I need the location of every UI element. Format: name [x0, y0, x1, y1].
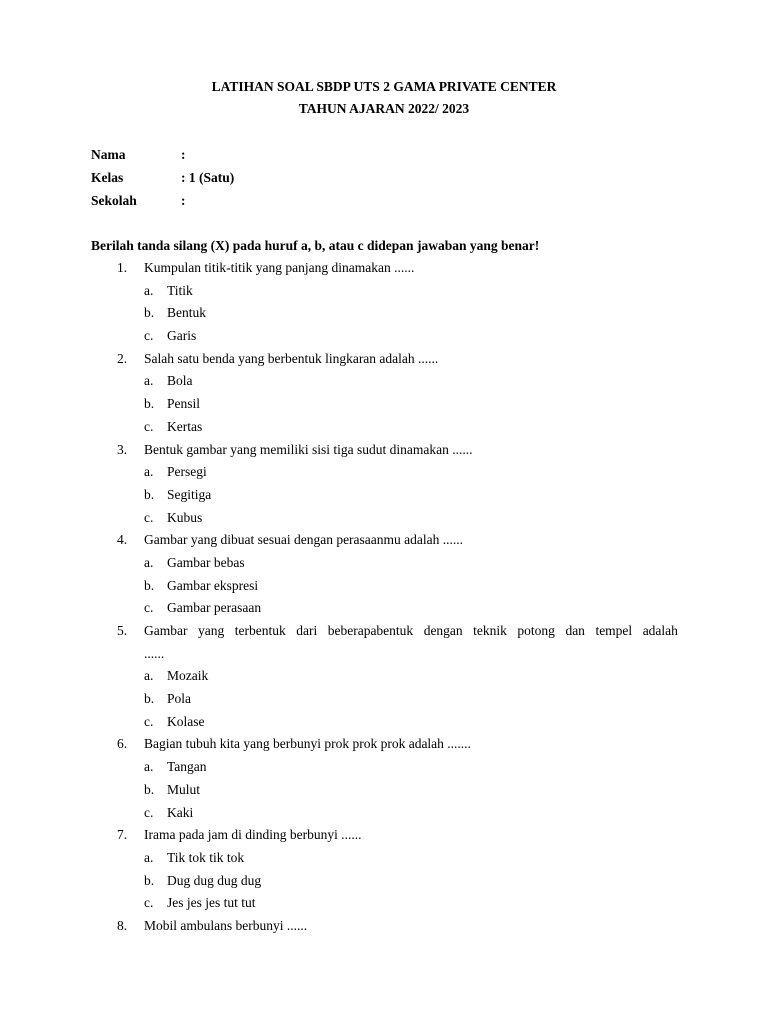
question-item — [0, 620, 768, 643]
answer-option — [0, 802, 768, 825]
answer-option — [0, 892, 768, 915]
option-text: Gambar bebas — [167, 554, 245, 570]
question-text: Bagian tubuh kita yang berbunyi prok prok prok adalah ....... — [144, 736, 471, 752]
option-text: Jes jes jes tut tut — [167, 895, 256, 911]
identity-value: : — [181, 147, 186, 162]
option-letter: a. — [144, 759, 154, 775]
question-text: Gambar yang terbentuk dari beberapabentuk dengan teknik potong dan tempel adalah — [144, 623, 678, 638]
option-text: Garis — [167, 328, 197, 344]
answer-option — [0, 847, 768, 870]
identity-label: Kelas — [91, 170, 124, 185]
question-text: Bentuk gambar yang memiliki sisi tiga sudut dinamakan ...... — [144, 441, 473, 457]
question-item — [0, 824, 768, 847]
option-letter: b. — [144, 305, 155, 321]
question-number: 8. — [117, 917, 128, 933]
answer-option — [0, 393, 768, 416]
option-letter: c. — [144, 600, 154, 616]
question-number: 2. — [117, 350, 128, 366]
question-text: Mobil ambulans berbunyi ...... — [144, 917, 308, 933]
option-text: Dug dug dug dug — [167, 872, 262, 888]
answer-option — [0, 597, 768, 620]
question-item — [0, 439, 768, 462]
question-item — [0, 915, 768, 938]
answer-option — [0, 756, 768, 779]
answer-option — [0, 779, 768, 802]
question-item — [0, 348, 768, 371]
question-number: 6. — [117, 736, 128, 752]
question-number: 4. — [117, 532, 128, 548]
answer-option — [0, 484, 768, 507]
option-letter: a. — [144, 464, 154, 480]
question-number: 7. — [117, 827, 128, 843]
option-letter: a. — [144, 668, 154, 684]
option-letter: b. — [144, 486, 155, 502]
option-letter: b. — [144, 577, 155, 593]
option-text: Kolase — [167, 713, 205, 729]
identity-fields — [91, 143, 234, 212]
option-text: Kertas — [167, 418, 203, 434]
answer-option — [0, 416, 768, 439]
option-letter: a. — [144, 282, 154, 298]
question-item — [0, 733, 768, 756]
identity-row-kelas — [91, 166, 234, 189]
identity-value: : 1 (Satu) — [181, 170, 235, 185]
option-text: Mozaik — [167, 668, 209, 684]
option-letter: a. — [144, 849, 154, 865]
answer-option — [0, 665, 768, 688]
question-text-continuation: ...... — [144, 645, 165, 661]
identity-row-nama — [91, 143, 234, 166]
title-line-2: TAHUN AJARAN 2022/ 2023 — [298, 101, 470, 116]
answer-option — [0, 688, 768, 711]
option-text: Gambar ekspresi — [167, 577, 259, 593]
answer-option — [0, 552, 768, 575]
option-letter: c. — [144, 328, 154, 344]
title-line-1: LATIHAN SOAL SBDP UTS 2 GAMA PRIVATE CENTER — [211, 79, 557, 94]
question-item — [0, 257, 768, 280]
option-letter: c. — [144, 418, 154, 434]
answer-option — [0, 302, 768, 325]
answer-option — [0, 325, 768, 348]
option-text: Kaki — [167, 804, 194, 820]
identity-label: Sekolah — [91, 193, 137, 208]
option-letter: b. — [144, 872, 155, 888]
option-text: Titik — [167, 282, 193, 298]
question-text: Salah satu benda yang berbentuk lingkaran adalah ...... — [144, 350, 439, 366]
option-text: Kubus — [167, 509, 203, 525]
option-text: Mulut — [167, 781, 201, 797]
answer-option — [0, 870, 768, 893]
question-text: Gambar yang dibuat sesuai dengan perasaanmu adalah ...... — [144, 532, 464, 548]
option-text: Bentuk — [167, 305, 206, 321]
option-text: Tangan — [167, 759, 207, 775]
answer-option — [0, 280, 768, 303]
option-text: Persegi — [167, 464, 207, 480]
option-text: Segitiga — [167, 486, 212, 502]
instruction-text: Berilah tanda silang (X) pada huruf a, b, atau c didepan jawaban yang benar! — [91, 238, 540, 253]
identity-label: Nama — [91, 147, 126, 162]
question-item — [0, 529, 768, 552]
answer-option — [0, 575, 768, 598]
question-continuation-line — [0, 643, 768, 666]
answer-option — [0, 461, 768, 484]
option-letter: b. — [144, 691, 155, 707]
worksheet-title — [0, 76, 768, 120]
option-text: Pola — [167, 691, 192, 707]
question-number: 3. — [117, 441, 128, 457]
option-text: Bola — [167, 373, 193, 389]
identity-value: : — [181, 193, 186, 208]
option-letter: c. — [144, 509, 154, 525]
question-number: 5. — [117, 623, 128, 638]
answer-option — [0, 370, 768, 393]
option-letter: a. — [144, 373, 154, 389]
option-letter: c. — [144, 804, 154, 820]
option-letter: b. — [144, 396, 155, 412]
option-letter: a. — [144, 554, 154, 570]
option-letter: b. — [144, 781, 155, 797]
question-list — [0, 257, 768, 938]
question-text: Irama pada jam di dinding berbunyi ...... — [144, 827, 362, 843]
question-text: Kumpulan titik-titik yang panjang dinamakan ...... — [144, 260, 415, 275]
answer-option — [0, 507, 768, 530]
option-text: Gambar perasaan — [167, 600, 262, 616]
option-text: Pensil — [167, 396, 201, 412]
option-text: Tik tok tik tok — [167, 849, 245, 865]
option-letter: c. — [144, 895, 154, 911]
answer-option — [0, 711, 768, 734]
question-number: 1. — [117, 260, 128, 275]
option-letter: c. — [144, 713, 154, 729]
identity-row-sekolah — [91, 189, 234, 212]
